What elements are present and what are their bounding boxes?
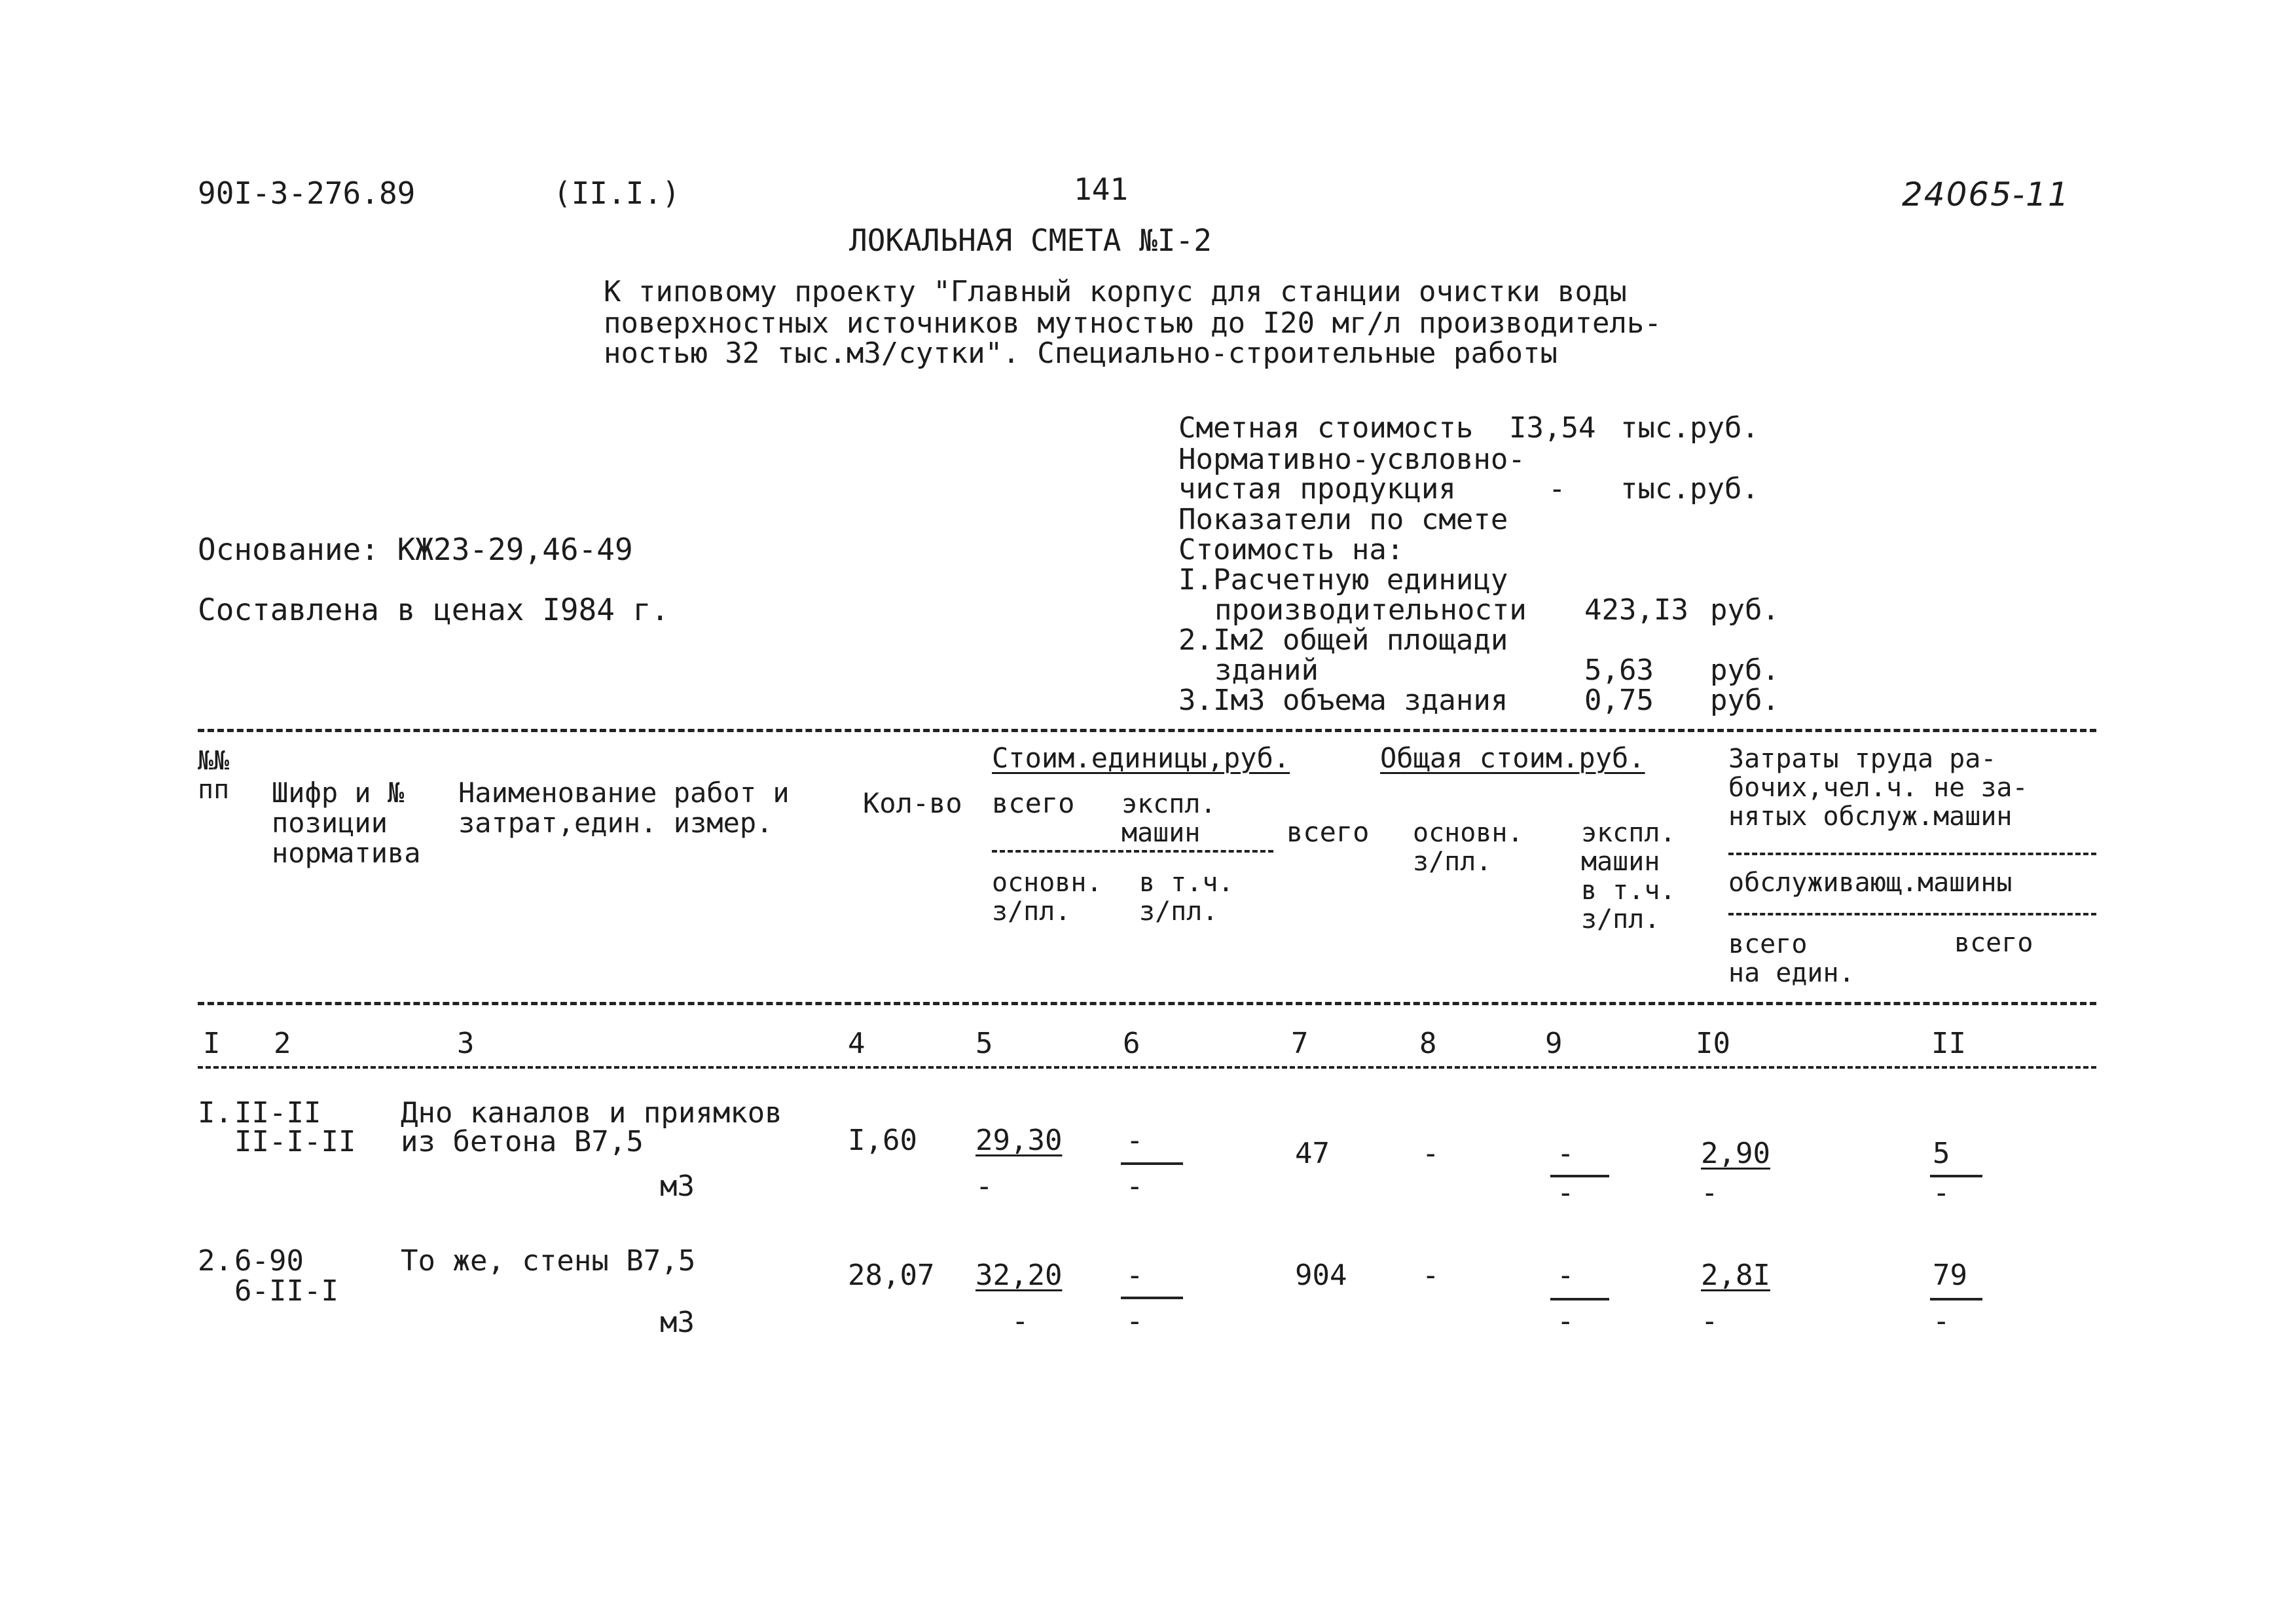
nup-value: - [1548,472,1566,506]
header-labor-service: обслуживающ.машины [1728,868,2013,898]
column-number-1: I [203,1027,221,1060]
column-number-10: I0 [1696,1027,1730,1060]
page-number: 141 [1074,172,1129,207]
page-title: ЛОКАЛЬНАЯ СМЕТА №I-2 [849,223,1212,258]
item1-line-1: I.Расчетную единицу [1178,563,1508,597]
item1-unit: руб. [1710,593,1779,627]
unit-cost-divider [992,850,1273,853]
row-unit: м3 [660,1170,695,1203]
column-number-rule [198,1066,2096,1069]
row-total-machines-wages: - [1557,1176,1575,1209]
row-total-basic-wages: - [1422,1137,1440,1170]
row-labor-per-unit: 2,90 [1701,1137,1770,1170]
row-labor-total-service: - [1933,1176,1950,1209]
item2-line-2: зданий [1214,654,1319,687]
item1-value: 423,I3 [1584,593,1688,627]
document-code: 90I-3-276.89 [198,175,416,211]
cost-unit: тыс.руб. [1620,411,1759,445]
labor-divider-1 [1728,853,2096,855]
fraction-bar [1121,1297,1183,1299]
labor-divider-2 [1728,913,2096,915]
item2-line-1: 2.Iм2 общей площади [1178,623,1508,657]
row-unit-total: 29,30 [975,1124,1063,1157]
subtitle-line-3: ностью 32 тыс.м3/сутки". Специально-строительные работы [604,337,1558,370]
row-code-line-2: II-I-II [234,1125,356,1158]
prices-text: Составлена в ценах I984 г. [198,592,670,627]
row-labor-total: 5 [1933,1137,1950,1170]
row-unit-basic-wages: - [975,1170,993,1203]
table-top-rule [198,729,2096,732]
header-unit-cost-group: Стоим.единицы,руб. [992,742,1290,774]
header-labor-per-unit: всего на един. [1728,929,1855,988]
header-total-basic-wages: основн. з/пл. [1413,818,1523,877]
header-bottom-rule [198,1002,2096,1005]
row-total-machines-wages: - [1557,1304,1575,1338]
nup-unit: тыс.руб. [1620,472,1759,506]
item3-label: 3.Iм3 объема здания [1178,684,1508,717]
row-name-line-2: из бетона В7,5 [401,1125,644,1158]
row-unit: м3 [660,1306,695,1339]
row-code-line-1: II-II [234,1096,321,1130]
row-labor-total-service: - [1933,1304,1950,1338]
row-qty: I,60 [848,1124,917,1157]
column-number-11: II [1931,1027,1966,1060]
basis-text: Основание: КЖ23-29,46-49 [198,532,633,567]
row-labor-per-unit-service: - [1701,1176,1719,1209]
fraction-bar [1550,1298,1609,1301]
item3-unit: руб. [1710,684,1779,717]
header-total-all: всего [1286,816,1370,848]
row-labor-total: 79 [1933,1259,1967,1292]
item2-value: 5,63 [1584,654,1654,687]
header-qty: Кол-во [863,787,962,819]
header-unit-incl-wages: в т.ч. з/пл. [1139,868,1234,927]
section-number: (II.I.) [553,175,680,211]
row-total-basic-wages: - [1422,1259,1440,1292]
column-number-8: 8 [1419,1027,1437,1060]
nup-line-1: Нормативно-усвловно- [1178,443,1525,476]
row-total: 904 [1295,1259,1347,1292]
header-name: Наименование работ и затрат,един. измер. [458,777,790,840]
column-number-2: 2 [274,1027,291,1060]
row-unit-total: 32,20 [975,1259,1063,1292]
header-num: №№ пп [198,746,230,805]
header-labor-total: всего [1954,928,2033,958]
row-labor-per-unit: 2,8I [1701,1259,1770,1292]
column-number-6: 6 [1123,1027,1140,1060]
header-code: Шифр и № позиции норматива [272,777,421,870]
column-number-4: 4 [848,1027,866,1060]
header-total-machines: экспл. машин в т.ч. з/пл. [1581,818,1676,934]
fraction-bar [1930,1298,1982,1301]
header-unit-basic-wages: основн. з/пл. [992,868,1102,927]
cost-label: Сметная стоимость [1178,411,1474,445]
item1-line-2: производительности [1214,593,1527,627]
row-name-line-1: Дно каналов и приямков [401,1096,782,1130]
cost-value: I3,54 [1509,411,1596,445]
row-unit-machines-wages: - [1126,1304,1144,1338]
item3-value: 0,75 [1584,684,1654,717]
indicators-label: Показатели по смете [1178,503,1508,536]
row-total-machines: - [1557,1137,1575,1170]
row-unit-machines: - [1126,1259,1144,1292]
row-unit-machines-wages: - [1126,1170,1144,1203]
row-unit-machines: - [1126,1124,1144,1157]
header-unit-total: всего [992,787,1075,819]
handwritten-number: 24065-11 [1902,175,2070,213]
row-name-line-1: То же, стены В7,5 [401,1244,696,1278]
header-total-cost-group: Общая стоим.руб. [1380,742,1645,774]
row-code-line-2: 6-II-I [234,1274,338,1308]
nup-line-2: чистая продукция [1178,472,1456,506]
row-code-line-1: 6-90 [234,1244,304,1278]
row-qty: 28,07 [848,1259,935,1292]
fraction-bar [1121,1162,1183,1165]
subtitle-line-1: К типовому проекту "Главный корпус для станции очистки воды [604,275,1627,308]
row-total: 47 [1295,1137,1330,1170]
column-number-3: 3 [457,1027,475,1060]
subtitle-line-2: поверхностных источников мутностью до I20 мг/л производитель- [604,306,1662,340]
column-number-5: 5 [975,1027,993,1060]
row-num: 2. [198,1244,232,1278]
item2-unit: руб. [1710,654,1779,687]
column-number-7: 7 [1291,1027,1309,1060]
column-number-9: 9 [1545,1027,1563,1060]
row-unit-basic-wages: - [1011,1304,1029,1338]
header-unit-machines: экспл. машин [1121,789,1216,848]
cost-per-label: Стоимость на: [1178,533,1404,566]
row-labor-per-unit-service: - [1701,1304,1719,1338]
row-total-machines: - [1557,1259,1575,1292]
header-labor-group: Затраты труда ра- бочих,чел.ч. не за- нятых обслуж.машин [1728,744,2028,832]
row-num: I. [198,1096,232,1130]
